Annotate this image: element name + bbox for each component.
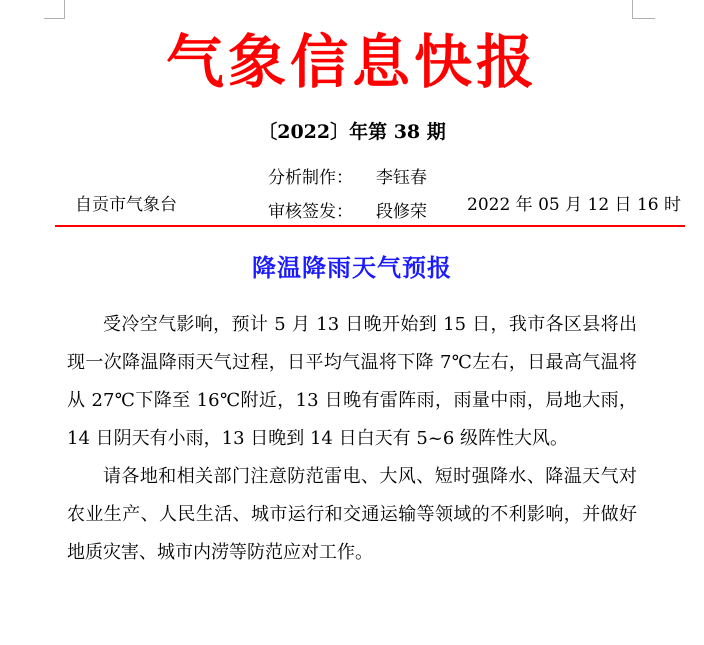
issue-number: 〔2022〕年第 38 期 bbox=[258, 121, 446, 143]
analyst-label: 分析制作： bbox=[268, 168, 353, 188]
issuing-organization: 自贡市气象台 bbox=[75, 195, 177, 215]
body-paragraph-2: 请各地和相关部门注意防范雷电、大风、短时强降水、降温天气对农业生产、人民生活、城市运行和交通运输等领域的不利影响，并做好地质灾害、城市内涝等防范应对工作。 bbox=[67, 466, 637, 563]
page-corner-mark-left bbox=[44, 0, 65, 19]
forecast-headline: 降温降雨天气预报 bbox=[252, 254, 452, 282]
body-paragraph-1: 受冷空气影响，预计 5 月 13 日晚开始到 15 日，我市各区县将出现一次降温降雨天气过程，日平均气温将下降 7℃左右，日最高气温将从 27℃下降至 16℃附近，13 日晚有雷阵雨，雨量中雨，局地大雨，14 日阴天有小雨，13 日晚到 14 日白天有 5~6 级阵性大风。 bbox=[67, 314, 637, 449]
forecast-body bbox=[67, 306, 637, 572]
red-divider-rule bbox=[55, 225, 685, 227]
reviewer-label: 审核签发： bbox=[268, 202, 353, 222]
reviewer-name: 段修荣 bbox=[376, 202, 427, 222]
masthead-title: 气象信息快报 bbox=[165, 28, 538, 96]
publish-time: 2022 年 05 月 12 日 16 时 bbox=[467, 195, 681, 215]
page-corner-mark-right bbox=[632, 0, 655, 19]
analyst-name: 李钰春 bbox=[376, 168, 427, 188]
